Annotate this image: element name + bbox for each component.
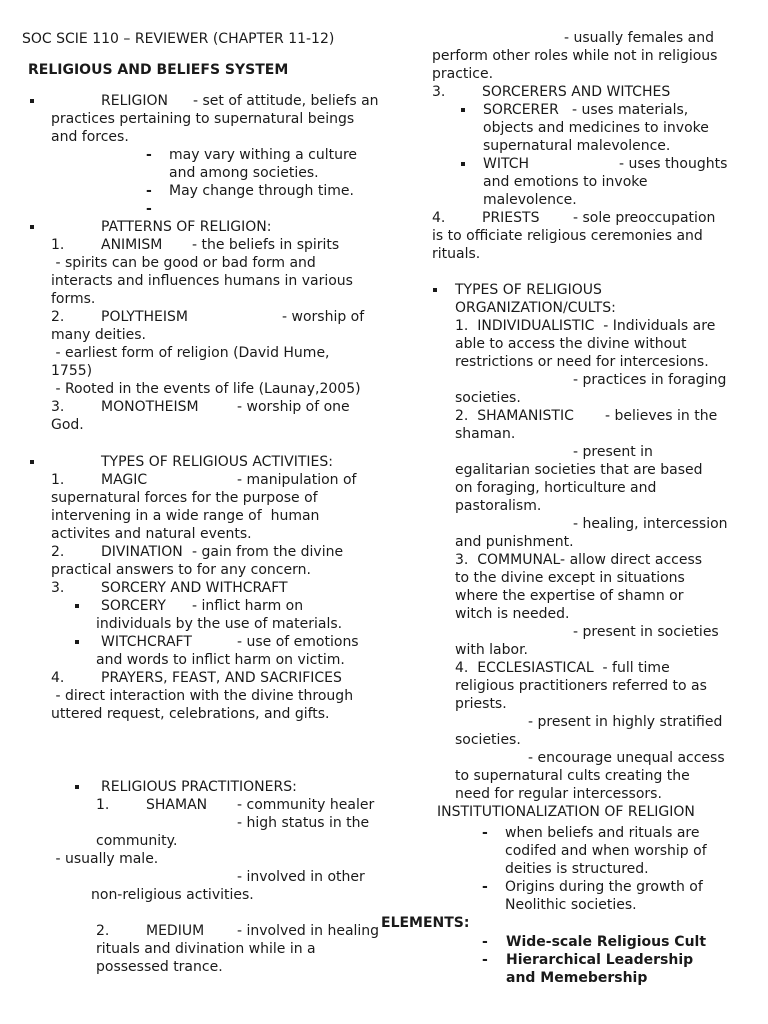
bullet-icon — [75, 785, 79, 789]
definition-text: forms. — [51, 291, 96, 307]
term-prayers: PRAYERS, FEAST, AND SACRIFICES — [101, 670, 342, 686]
list-number: 4. — [51, 670, 65, 686]
organization-heading: ORGANIZATION/CULTS: — [455, 300, 616, 316]
term-shaman: SHAMAN — [146, 797, 208, 813]
list-item: codifed and when worship of — [505, 843, 707, 859]
definition-text: - usually females and — [564, 30, 714, 46]
definition-text: - uses materials, — [572, 102, 689, 118]
list-number: 2. — [51, 544, 65, 560]
list-item: deities is structured. — [505, 861, 649, 877]
list-item: to the divine except in situations — [455, 570, 685, 586]
list-item: and punishment. — [455, 534, 574, 550]
list-number: 2. — [96, 923, 110, 939]
practitioners-heading: RELIGIOUS PRACTITIONERS: — [101, 779, 297, 795]
definition-text: - Rooted in the events of life (Launay,2005) — [51, 381, 361, 397]
definition-text: - involved in healing — [237, 923, 380, 939]
definition-text: uttered request, celebrations, and gifts. — [51, 706, 330, 722]
definition-text: - sole preoccupation — [573, 210, 716, 226]
term-monotheism: MONOTHEISM — [101, 399, 199, 415]
definition-text: practices pertaining to supernatural beings — [51, 111, 355, 127]
definition-text: - uses thoughts — [619, 156, 728, 172]
list-item: 4. ECCLESIASTICAL - full time — [455, 660, 670, 676]
definition-text: - inflict harm on — [192, 598, 304, 614]
definition-text: - set of attitude, beliefs an — [193, 93, 379, 109]
term-divination: DIVINATION — [101, 544, 183, 560]
term-sorcerers-witches: SORCERERS AND WITCHES — [482, 84, 671, 100]
list-item: witch is needed. — [455, 606, 570, 622]
definition-text: God. — [51, 417, 84, 433]
list-item: may vary withing a culture — [169, 147, 358, 163]
bullet-icon — [30, 99, 34, 103]
definition-text: practical answers to for any concern. — [51, 562, 311, 578]
term-sorcery-witchcraft: SORCERY AND WITHCRAFT — [101, 580, 288, 596]
definition-text: is to officiate religious ceremonies and — [432, 228, 703, 244]
bullet-icon — [30, 225, 34, 229]
definition-text: objects and medicines to invoke — [483, 120, 709, 136]
list-number: 1. — [96, 797, 110, 813]
institutionalization-heading: INSTITUTIONALIZATION OF RELIGION — [437, 804, 695, 820]
list-item: Origins during the growth of — [505, 879, 703, 895]
list-number: 2. — [51, 309, 65, 325]
list-item: when beliefs and rituals are — [505, 825, 700, 841]
definition-text: possessed trance. — [96, 959, 223, 975]
definition-text: - direct interaction with the divine through — [51, 688, 354, 704]
definition-text: - worship of — [282, 309, 365, 325]
list-number: 3. — [51, 399, 65, 415]
list-item: and among societies. — [169, 165, 319, 181]
definition-text: practice. — [432, 66, 494, 82]
term-magic: MAGIC — [101, 472, 148, 488]
bullet-icon — [461, 108, 465, 112]
list-item: Neolithic societies. — [505, 897, 637, 913]
definition-text: - involved in other — [237, 869, 365, 885]
list-item: with labor. — [455, 642, 528, 658]
definition-text: 1755) — [51, 363, 93, 379]
definition-text: supernatural forces for the purpose of — [51, 490, 318, 506]
definition-text: - spirits can be good or bad form and — [51, 255, 316, 271]
dash-icon: - — [482, 952, 488, 968]
list-item: societies. — [455, 390, 521, 406]
definition-text: activites and natural events. — [51, 526, 252, 542]
list-item: May change through time. — [169, 183, 354, 199]
definition-text: many deities. — [51, 327, 146, 343]
list-item: on foraging, horticulture and — [455, 480, 657, 496]
definition-text: - worship of one — [237, 399, 350, 415]
term-medium: MEDIUM — [146, 923, 205, 939]
list-item: - practices in foraging — [573, 372, 727, 388]
term-witchcraft: WITCHCRAFT — [101, 634, 192, 650]
term-animism: ANIMISM — [101, 237, 163, 253]
term-witch: WITCH — [483, 156, 530, 172]
dash-icon: - — [482, 825, 488, 841]
definition-text: intervening in a wide range of human — [51, 508, 320, 524]
list-item: - present in highly stratified — [528, 714, 723, 730]
definition-text: non-religious activities. — [91, 887, 254, 903]
list-item: to supernatural cults creating the — [455, 768, 690, 784]
term-sorcery: SORCERY — [101, 598, 166, 614]
definition-text: supernatural malevolence. — [483, 138, 671, 154]
term-religion: RELIGION — [101, 93, 168, 109]
dash-icon: - — [146, 201, 152, 217]
dash-icon: - — [482, 934, 488, 950]
definition-text: rituals. — [432, 246, 481, 262]
definition-text: - the beliefs in spirits — [192, 237, 340, 253]
section-heading: RELIGIOUS AND BELIEFS SYSTEM — [28, 62, 289, 78]
list-item: religious practitioners referred to as — [455, 678, 707, 694]
bullet-icon — [433, 288, 437, 292]
dash-icon: - — [482, 879, 488, 895]
activities-heading: TYPES OF RELIGIOUS ACTIVITIES: — [101, 454, 333, 470]
organization-heading: TYPES OF RELIGIOUS — [455, 282, 602, 298]
list-item: able to access the divine without — [455, 336, 687, 352]
list-number: 1. — [51, 237, 65, 253]
definition-text: community. — [96, 833, 178, 849]
element-item: Wide-scale Religious Cult — [506, 934, 707, 950]
definition-text: - use of emotions — [237, 634, 359, 650]
definition-text: - community healer — [237, 797, 375, 813]
definition-text: - manipulation of — [237, 472, 357, 488]
document-title: SOC SCIE 110 – REVIEWER (CHAPTER 11-12) — [22, 31, 335, 47]
list-item: egalitarian societies that are based — [455, 462, 703, 478]
dash-icon: - — [146, 147, 152, 163]
list-item: restrictions or need for intercesions. — [455, 354, 709, 370]
list-item: - healing, intercession — [573, 516, 728, 532]
definition-text: - gain from the divine — [192, 544, 344, 560]
list-number: 4. — [432, 210, 446, 226]
list-item: - present in — [573, 444, 653, 460]
list-item: societies. — [455, 732, 521, 748]
definition-text: - earliest form of religion (David Hume, — [51, 345, 330, 361]
bullet-icon — [461, 162, 465, 166]
definition-text: rituals and divination while in a — [96, 941, 316, 957]
list-item: shaman. — [455, 426, 516, 442]
list-number: 1. — [51, 472, 65, 488]
definition-text: and forces. — [51, 129, 129, 145]
definition-text: and words to inflict harm on victim. — [96, 652, 345, 668]
list-item: pastoralism. — [455, 498, 542, 514]
definition-text: - high status in the — [237, 815, 370, 831]
element-item: and Memebership — [506, 970, 648, 986]
definition-text: malevolence. — [483, 192, 577, 208]
list-item: 3. COMMUNAL- allow direct access — [455, 552, 703, 568]
list-number: 3. — [432, 84, 446, 100]
term-polytheism: POLYTHEISM — [101, 309, 188, 325]
list-item: 2. SHAMANISTIC - believes in the — [455, 408, 718, 424]
term-priests: PRIESTS — [482, 210, 540, 226]
definition-text: individuals by the use of materials. — [96, 616, 343, 632]
elements-heading: ELEMENTS: — [381, 915, 470, 931]
list-item: - present in societies — [573, 624, 719, 640]
list-number: 3. — [51, 580, 65, 596]
definition-text: interacts and influences humans in various — [51, 273, 353, 289]
list-item: 1. INDIVIDUALISTIC - Individuals are — [455, 318, 716, 334]
patterns-heading: PATTERNS OF RELIGION: — [101, 219, 272, 235]
bullet-icon — [30, 460, 34, 464]
term-sorcerer: SORCERER — [483, 102, 559, 118]
definition-text: and emotions to invoke — [483, 174, 648, 190]
list-item: where the expertise of shamn or — [455, 588, 684, 604]
bullet-icon — [75, 640, 79, 644]
list-item: priests. — [455, 696, 507, 712]
definition-text: perform other roles while not in religious — [432, 48, 718, 64]
definition-text: - usually male. — [51, 851, 159, 867]
list-item: need for regular intercessors. — [455, 786, 662, 802]
list-item: - encourage unequal access — [528, 750, 725, 766]
dash-icon: - — [146, 183, 152, 199]
bullet-icon — [75, 604, 79, 608]
element-item: Hierarchical Leadership — [506, 952, 694, 968]
